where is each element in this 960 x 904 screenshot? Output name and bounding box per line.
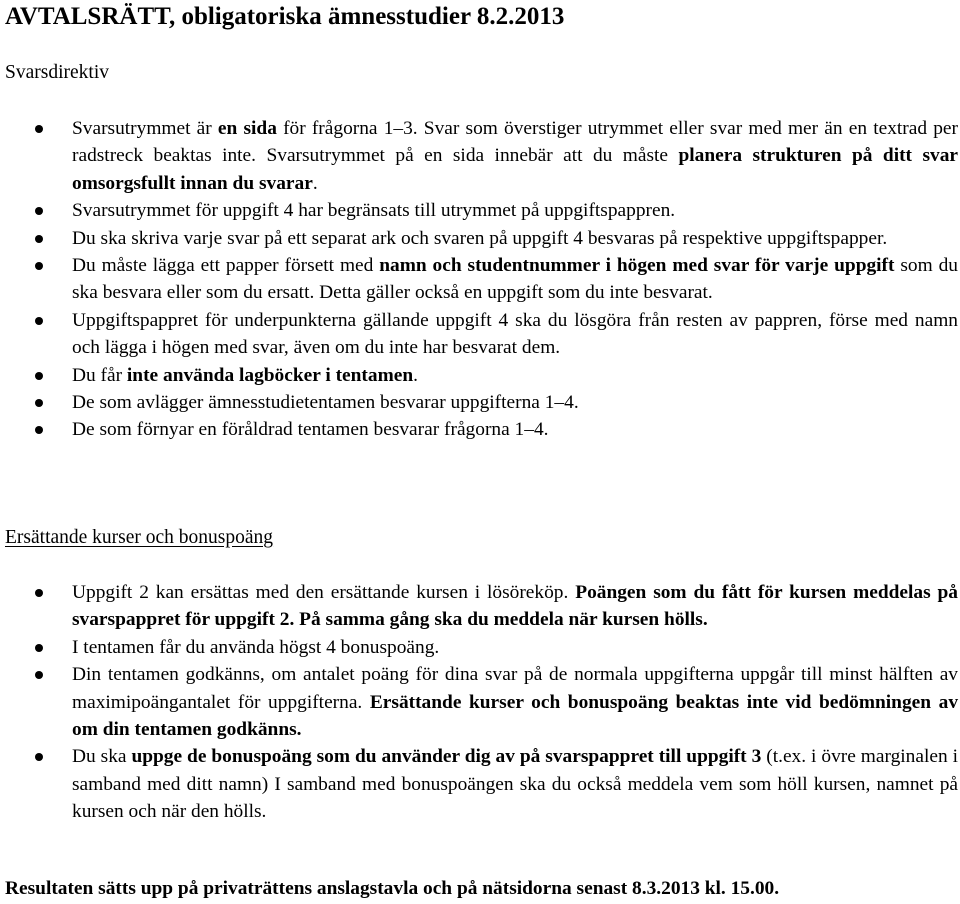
emphasis-text: Ersättande kurser och bonuspoäng beaktas inte vid bedömningen av om din tentamen godkänns. [72, 691, 959, 741]
bullet-icon [35, 426, 43, 434]
bullet-icon [35, 207, 43, 215]
item-text: Uppgift 2 kan ersättas med den ersättande kursen i lösöreköp. [72, 582, 576, 603]
list-item [0, 389, 960, 416]
emphasis-text: planera strukturen på ditt svar omsorgsfullt innan du svarar [72, 145, 958, 194]
list-item [0, 115, 960, 197]
bullet-icon [35, 125, 43, 133]
item-text: De som förnyar en föråldrad tentamen besvarar frågorna 1–4. [72, 419, 549, 441]
list-item [0, 743, 960, 825]
bullet-icon [35, 644, 43, 652]
section-heading-replacement-courses: Ersättande kurser och bonuspoäng [5, 527, 274, 548]
results-notice: Resultaten sätts upp på privaträttens anslagstavla och på nätsidorna senast 8.3.2013 kl. 15.00. [5, 878, 780, 899]
bullet-icon [35, 317, 43, 325]
item-text: för frågorna 1–3. Svar som överstiger utrymmet eller svar med mer än en textrad per radstreck beaktas inte. Svarsutrymmet på en sida innebär att du måste [72, 118, 958, 167]
list-item [0, 197, 960, 224]
emphasis-text: namn och studentnummer i högen med svar för varje uppgift [379, 255, 895, 277]
item-text: Du får [72, 364, 127, 386]
bullet-icon [35, 262, 43, 270]
list-item [0, 661, 960, 743]
item-text: . [312, 172, 318, 194]
emphasis-text: inte använda lagböcker i tentamen [126, 364, 414, 386]
bullet-icon [35, 589, 43, 597]
item-text: Din tentamen godkänns, om antalet poäng för dina svar på de normala uppgifterna uppgår till minst hälften av maximipoängantalet för uppgifterna. [72, 664, 958, 713]
item-text: De som avlägger ämnesstudietentamen besvarar uppgifterna 1–4. [72, 392, 579, 414]
item-text: (t.ex. i övre marginalen i samband med ditt namn) I samband med bonuspoängen ska du också meddela vem som höll kursen, namnet på kursen och när den hölls. [72, 746, 958, 823]
list-item [0, 634, 960, 661]
list-item [0, 225, 960, 252]
document-title: AVTALSRÄTT, obligatoriska ämnesstudier 8.2.2013 [5, 3, 565, 30]
bullet-icon [35, 235, 43, 243]
item-text: som du ska besvara eller som du ersatt. Detta gäller också en uppgift som du inte besvarat. [72, 255, 958, 304]
bullet-icon [35, 399, 43, 407]
bullet-icon [35, 753, 43, 761]
item-text: . [413, 364, 418, 386]
answer-instructions-list [0, 115, 960, 444]
emphasis-text: Poängen som du fått för kursen meddelas på svarspappret för uppgift 2. På samma gång ska du meddela när kursen hölls. [72, 582, 958, 631]
list-item [0, 416, 960, 443]
bullet-icon [35, 671, 43, 679]
list-item [0, 579, 960, 634]
item-text: Du ska [72, 746, 132, 768]
item-text: I tentamen får du använda högst 4 bonuspoäng. [72, 636, 440, 658]
item-text: Du ska skriva varje svar på ett separat ark och svaren på uppgift 4 besvaras på respektive uppgiftspapper. [72, 227, 888, 249]
list-item [0, 362, 960, 389]
item-text: Svarsutrymmet för uppgift 4 har begränsats till utrymmet på uppgiftspappren. [72, 200, 676, 222]
item-text: Svarsutrymmet är [72, 118, 218, 139]
section-heading-answer-instructions: Svarsdirektiv [5, 62, 109, 83]
bullet-icon [35, 372, 43, 380]
item-text: Uppgiftspappret för underpunkterna gällande uppgift 4 ska du lösgöra från resten av pappren, förse med namn och lägga i högen med svar, även om du inte har besvarat dem. [72, 309, 958, 359]
replacement-courses-list [0, 579, 960, 826]
item-text: Du måste lägga ett papper försett med [72, 255, 380, 277]
emphasis-text: uppge de bonuspoäng som du använder dig av på svarspappret till uppgift 3 [131, 746, 762, 768]
list-item [0, 307, 960, 362]
emphasis-text: en sida [217, 118, 277, 139]
list-item [0, 252, 960, 307]
